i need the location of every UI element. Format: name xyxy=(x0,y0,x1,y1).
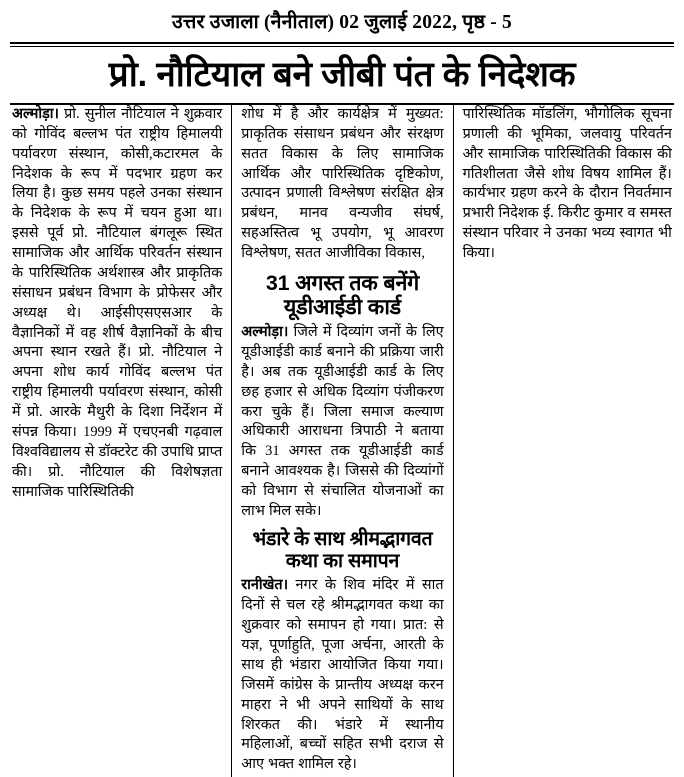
article-text: नगर के शिव मंदिर में सात दिनों से चल रहे श्रीमद्भागवत कथा का शुक्रवार को समापन हो गया। प्रात: से यज्ञ, पूर्णाहुति, पूजा अर्चना, आरती के साथ ही भंडारा आयोजित किया गया। जिसमें कांग्रेस के प्रान्तीय अध्यक्ष करन माहरा ने भी अपने साथियों के साथ शिरकत की। भंडारे में स्थानीय महिलाओं, बच्चों सहित सभी दराज से आए भक्त शामिल रहे। xyxy=(241,577,444,773)
article-paragraph xyxy=(241,105,443,264)
page-headline: प्रो. नौटियाल बने जीबी पंत के निदेशक xyxy=(108,55,576,95)
article-columns xyxy=(10,105,674,777)
article-text: जिले में दिव्यांग जनों के लिए यूडीआईडी कार्ड बनाने की प्रक्रिया जारी है। अब तक यूडीआईडी कार्ड के लिए छह हजार से अधिक दिव्यांग पंजीकरण करा चुके हैं। जिला समाज कल्याण अधिकारी आराधना त्रिपाठी ने बताया कि 31 अगस्त तक यूडीआईडी कार्ड बनाने आवश्यक है। जिससे की दिव्यांगों को विभाग से संचालित योजनाओं का लाभ मिल सके। xyxy=(241,324,444,519)
column-middle xyxy=(231,105,452,777)
subhead-bhagwat: भंडारे के साथ श्रीमद्भागवत कथा का समापन xyxy=(252,527,433,572)
subhead-udid: 31 अगस्त तक बनेंगे यूडीआईडी कार्ड xyxy=(265,270,420,319)
article-dateline: अल्मोड़ा। xyxy=(241,324,289,341)
masthead-title: उत्तर उजाला (नैनीताल) 02 जुलाई 2022, पृष्ठ - 5 xyxy=(172,12,512,33)
column-left xyxy=(10,105,231,777)
article-paragraph xyxy=(241,323,443,522)
column-right xyxy=(453,105,674,777)
masthead-divider-thin xyxy=(10,46,674,47)
article-dateline: अल्मोड़ा। xyxy=(12,105,59,122)
article-text: पारिस्थितिक मॉडलिंग, भौगोलिक सूचना प्रणाली की भूमिका, जलवायु परिवर्तन और सामाजिक पारिस्थितिकी विकास की गतिशीलता जैसे शोध विषय शामिल हैं। कार्यभार ग्रहण करने के दौरान निवर्तमान प्रभारी निदेशक ई. किरीट कुमार व समस्त संस्थान परिवार ने उनका भव्य स्वागत भी किया। xyxy=(462,105,672,262)
article-paragraph xyxy=(12,105,222,503)
masthead-divider xyxy=(10,42,674,44)
article-text: शोध में है और कार्यक्षेत्र में मुख्यत: प्राकृतिक संसाधन प्रबंधन और संरक्षण सतत विकास के लिए सामाजिक आर्थिक और पारिस्थितिक दृष्टिकोण, उत्पादन प्रणाली विश्लेषण संरक्षित क्षेत्र प्रबंधन, मानव वन्यजीव संघर्ष, सहअस्तित्व भू उपयोग, भू आवरण विश्लेषण, सतत आजीविका विकास, xyxy=(241,105,444,262)
article-paragraph xyxy=(241,576,443,775)
article-paragraph xyxy=(463,105,672,264)
article-text: प्रो. सुनील नौटियाल ने शुक्रवार को गोविंद बल्लभ पंत राष्ट्रीय हिमालयी पर्यावरण संस्थान, कोसी,कटारमल के निदेशक के रूप में पदभार ग्रहण कर लिया है। कुछ समय पहले उनका संस्थान के निदेशक के रूप में चयन हुआ था। इससे पूर्व प्रो. नौटियाल बंगलूरू स्थित सामाजिक और आर्थिक परिवर्तन संस्थान के पारिस्थितिक अर्थशास्त्र और प्राकृतिक संसाधन प्रबंधन विभाग के प्रोफेसर और अध्यक्ष थे। आईसीएसएसआर के वैज्ञानिकों में वह शीर्ष वैज्ञानिकों के बीच अपना स्थान रखते हैं। प्रो. नौटियाल ने अपना शोध कार्य गोविंद बल्लभ पंत राष्ट्रीय हिमालयी पर्यावरण संस्थान, कोसी में प्रो. आरके मैथुरी के दिशा निर्देशन में संपन्न किया। 1999 में एचएनबी गढ़वाल विश्वविद्यालय से डॉक्टरेट की उपाधि प्राप्त की। प्रो. नौटियाल की विशेषज्ञता सामाजिक पारिस्थितिकी xyxy=(12,105,223,500)
article-dateline: रानीखेत। xyxy=(241,577,289,594)
